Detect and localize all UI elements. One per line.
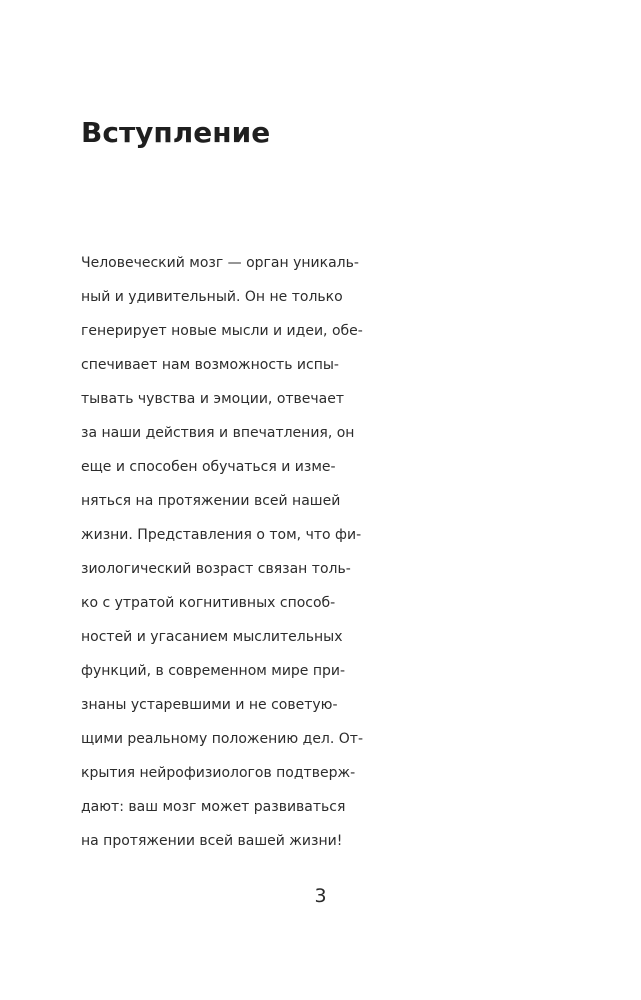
text-line: на протяжении всей вашей жизни!	[81, 833, 343, 849]
chapter-title: Вступление	[81, 116, 271, 149]
body-text	[81, 246, 519, 858]
text-line: ный и удивительный. Он не только	[81, 289, 343, 305]
text-line: ко с утратой когнитивных способ-	[81, 595, 336, 611]
text-line: еще и способен обучаться и изме-	[81, 459, 336, 475]
text-line: дают: ваш мозг может развиваться	[81, 799, 346, 815]
text-line: тывать чувства и эмоции, отвечает	[81, 391, 345, 407]
text-line: генерирует новые мысли и идеи, обе-	[81, 323, 363, 339]
text-line: щими реальному положению дел. От-	[81, 731, 364, 747]
text-line: крытия нейрофизиологов подтверж-	[81, 765, 356, 781]
text-line: зиологический возраст связан толь-	[81, 561, 351, 577]
text-line: жизни. Представления о том, что фи-	[81, 527, 362, 543]
text-line: функций, в современном мире при-	[81, 663, 346, 679]
page-number: 3	[314, 885, 327, 907]
text-line: знаны устаревшими и не советую-	[81, 697, 338, 713]
text-line: Человеческий мозг — орган уникаль-	[81, 255, 359, 271]
text-line: за наши действия и впечатления, он	[81, 425, 355, 441]
text-line: няться на протяжении всей нашей	[81, 493, 341, 509]
text-line: спечивает нам возможность испы-	[81, 357, 339, 373]
text-line: ностей и угасанием мыслительных	[81, 629, 343, 645]
